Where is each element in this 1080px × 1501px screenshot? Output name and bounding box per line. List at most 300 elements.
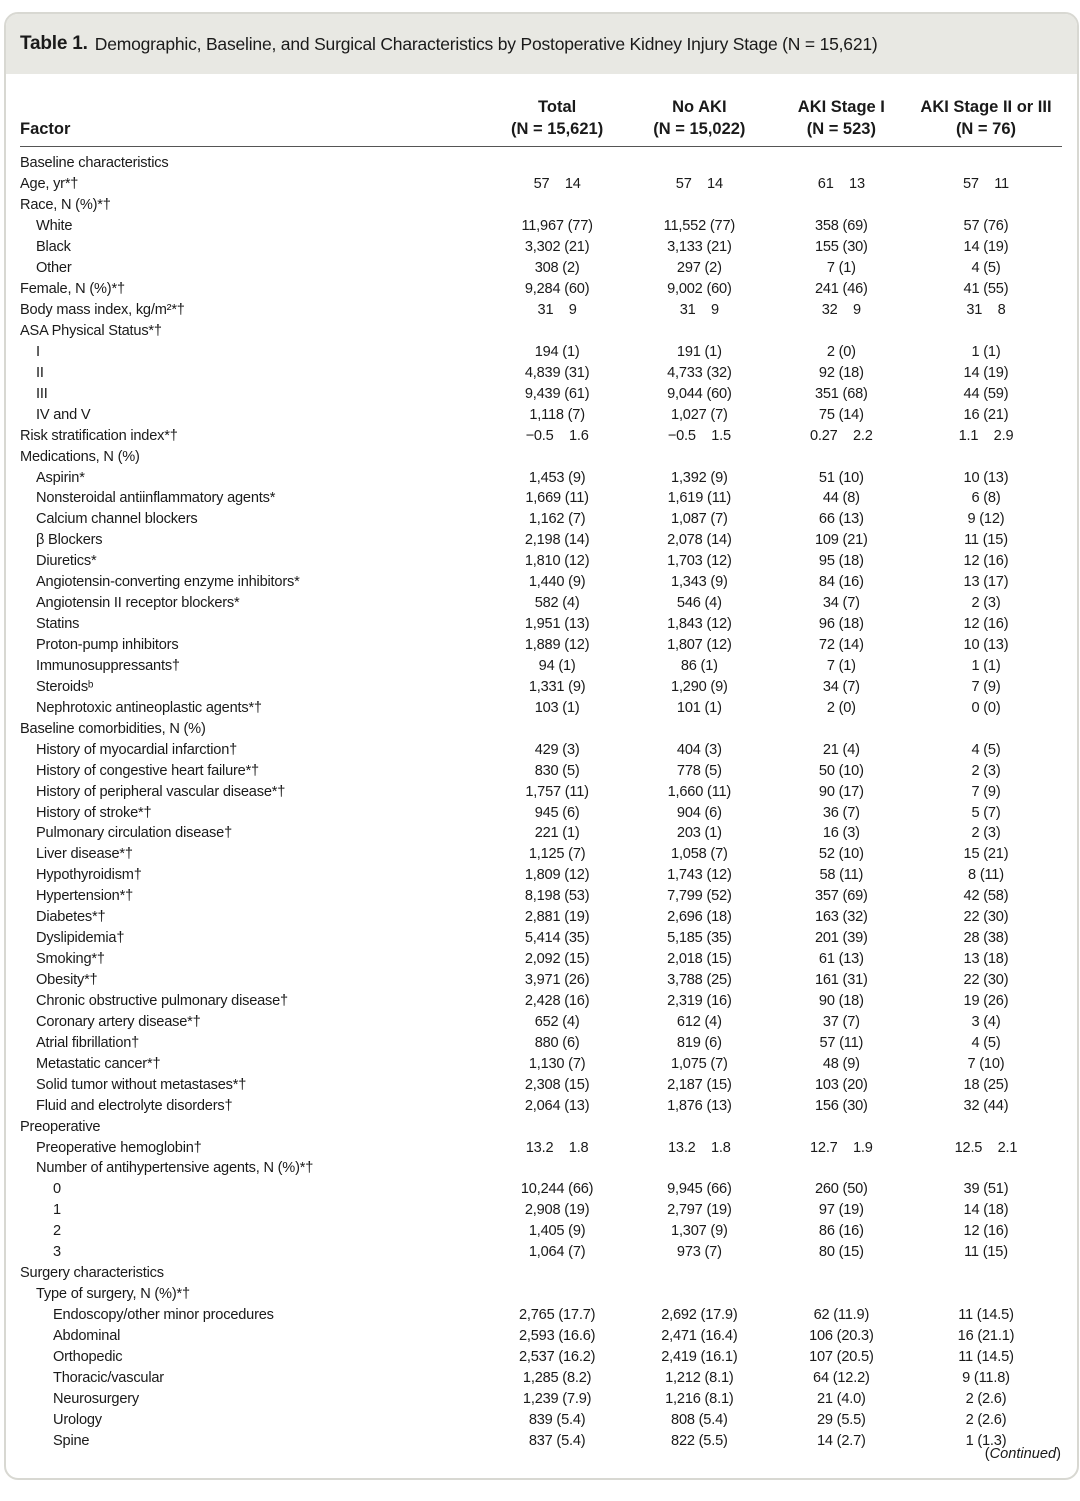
table-row (20, 1367, 1062, 1388)
row-label: Black (36, 239, 71, 256)
cell-aki-stage-1: 64 (12.2) (813, 1369, 870, 1386)
cell-aki-stage-2-3: 1 (1.3) (965, 1432, 1007, 1449)
table-row (20, 593, 1062, 614)
cell-no-aki: 1,743 (12) (667, 867, 732, 884)
cell-aki-stage-2-3: 22 (30) (963, 909, 1009, 926)
cell-total: 13.2 1.8 (525, 1139, 589, 1156)
cell-aki-stage-1: 358 (69) (814, 218, 868, 235)
cell-no-aki: 1,058 (7) (671, 846, 728, 863)
cell-aki-stage-1: 58 (11) (819, 867, 864, 884)
row-label: Proton-pump inhibitors (36, 637, 179, 654)
cell-no-aki (626, 446, 773, 467)
row-label: Other (36, 260, 72, 277)
cell-aki-stage-1: 52 (10) (818, 846, 864, 863)
table-row (20, 1116, 1062, 1137)
cell-aki-stage-2-3: 9 (12) (967, 511, 1005, 528)
cell-total: 308 (2) (534, 260, 580, 277)
table-row (20, 802, 1062, 823)
cell-aki-stage-1 (773, 321, 910, 342)
cell-no-aki: 86 (1) (680, 657, 718, 674)
table-row (20, 425, 1062, 446)
cell-aki-stage-2-3: 1 (1) (971, 343, 1001, 360)
table-row (20, 467, 1062, 488)
row-label: Baseline characteristics (20, 155, 169, 172)
row-label: Angiotensin-converting enzyme inhibitors* (36, 574, 300, 591)
cell-total: 429 (3) (534, 741, 580, 758)
row-label: Chronic obstructive pulmonary disease† (36, 992, 288, 1009)
cell-aki-stage-1: 357 (69) (814, 888, 868, 905)
cell-no-aki: 1,619 (11) (667, 490, 732, 507)
row-label: History of stroke*† (36, 804, 152, 821)
row-label: Diabetes*† (36, 909, 106, 926)
table-row (20, 760, 1062, 781)
cell-total: 103 (1) (534, 699, 580, 716)
cell-no-aki (626, 718, 773, 739)
table-frame (4, 12, 1079, 1480)
cell-no-aki: 9,044 (60) (667, 385, 732, 402)
cell-aki-stage-2-3: 5 (7) (971, 804, 1001, 821)
table-row (20, 1430, 1062, 1451)
cell-no-aki: 1,392 (9) (671, 469, 728, 486)
cell-aki-stage-2-3: 14 (19) (963, 364, 1009, 381)
cell-aki-stage-1: 351 (68) (814, 385, 868, 402)
table-row (20, 656, 1062, 677)
cell-no-aki: 2,419 (16.1) (661, 1348, 738, 1365)
cell-aki-stage-1: 34 (7) (822, 595, 860, 612)
cell-aki-stage-1: 75 (14) (818, 406, 864, 423)
cell-aki-stage-2-3: 16 (21) (963, 406, 1009, 423)
cell-total: 1,130 (7) (528, 1055, 586, 1072)
cell-total: 2,308 (15) (524, 1076, 590, 1093)
table-row (20, 823, 1062, 844)
cell-aki-stage-1: 96 (18) (818, 616, 864, 633)
cell-total: 11,967 (77) (521, 218, 593, 235)
cell-no-aki: 973 (7) (676, 1244, 722, 1261)
table-caption (6, 14, 1077, 74)
cell-aki-stage-2-3 (910, 1284, 1062, 1305)
row-label: Immunosuppressants† (36, 657, 180, 674)
cell-total: 1,440 (9) (528, 574, 586, 591)
row-label: Baseline comorbidities, N (%) (20, 720, 206, 737)
cell-total (488, 195, 626, 216)
row-label: ASA Physical Status*† (20, 322, 162, 339)
cell-aki-stage-2-3: 19 (26) (963, 992, 1009, 1009)
cell-aki-stage-1: 0.27 2.2 (809, 427, 873, 444)
row-label: β Blockers (36, 532, 103, 549)
cell-aki-stage-2-3: 13 (17) (963, 574, 1009, 591)
cell-total (488, 718, 626, 739)
cell-total: 3,302 (21) (524, 239, 590, 256)
cell-total (488, 321, 626, 342)
table-row (20, 509, 1062, 530)
cell-total: 1,239 (7.9) (522, 1390, 592, 1407)
cell-no-aki: 1,212 (8.1) (665, 1369, 734, 1386)
cell-aki-stage-1: 14 (2.7) (816, 1432, 866, 1449)
cell-aki-stage-2-3: 14 (19) (963, 239, 1009, 256)
row-label: Angiotensin II receptor blockers* (36, 595, 240, 612)
cell-no-aki: 2,696 (18) (667, 909, 732, 926)
table-row (20, 341, 1062, 362)
cell-no-aki: 808 (5.4) (671, 1411, 728, 1428)
cell-aki-stage-1: 107 (20.5) (809, 1348, 874, 1365)
cell-no-aki: 819 (6) (676, 1034, 722, 1051)
cell-aki-stage-1: 103 (20) (814, 1076, 868, 1093)
cell-aki-stage-2-3: 6 (8) (971, 490, 1001, 507)
table-row (20, 279, 1062, 300)
row-label: Diuretics* (36, 553, 97, 570)
cell-aki-stage-1 (773, 147, 910, 174)
cell-aki-stage-1 (773, 1263, 910, 1284)
row-label: Race, N (%)*† (20, 197, 111, 214)
cell-aki-stage-2-3: 10 (13) (963, 637, 1009, 654)
cell-aki-stage-1: 32 9 (821, 302, 861, 319)
cell-total: 2,908 (19) (524, 1202, 590, 1219)
table-row (20, 362, 1062, 383)
cell-aki-stage-1: 2 (0) (826, 699, 856, 716)
cell-aki-stage-1 (773, 446, 910, 467)
characteristics-table (20, 86, 1062, 1451)
row-label: Hypertension*† (36, 888, 133, 905)
cell-aki-stage-2-3: 12 (16) (963, 553, 1009, 570)
row-label: Steroidsᵇ (36, 678, 94, 695)
cell-aki-stage-1 (773, 195, 910, 216)
cell-aki-stage-1: 37 (7) (822, 1013, 860, 1030)
cell-aki-stage-2-3: 4 (5) (971, 741, 1001, 758)
cell-aki-stage-2-3: 11 (14.5) (958, 1307, 1014, 1324)
table-row (20, 1200, 1062, 1221)
table-row (20, 718, 1062, 739)
cell-no-aki (626, 195, 773, 216)
cell-aki-stage-2-3: 18 (25) (963, 1076, 1009, 1093)
cell-total: 2,593 (16.6) (518, 1327, 596, 1344)
cell-aki-stage-2-3: 9 (11.8) (962, 1369, 1010, 1386)
cell-aki-stage-1: 34 (7) (822, 678, 860, 695)
cell-total: 3,971 (26) (524, 972, 590, 989)
table-row (20, 258, 1062, 279)
table-row (20, 446, 1062, 467)
cell-total: 2,064 (13) (524, 1097, 590, 1114)
cell-aki-stage-2-3: 31 8 (966, 302, 1006, 319)
cell-aki-stage-1: 66 (13) (818, 511, 864, 528)
cell-aki-stage-2-3: 1.1 2.9 (958, 427, 1014, 444)
header-no-aki: No AKI (N = 15,022) (626, 86, 773, 147)
row-label: Preoperative hemoglobin† (36, 1139, 202, 1156)
cell-no-aki (626, 1284, 773, 1305)
cell-total: 830 (5) (534, 762, 580, 779)
cell-total: 1,162 (7) (528, 511, 586, 528)
cell-aki-stage-2-3: 28 (38) (963, 930, 1009, 947)
table-row (20, 1179, 1062, 1200)
cell-aki-stage-2-3: 2 (3) (971, 762, 1001, 779)
cell-aki-stage-2-3: 16 (21.1) (957, 1327, 1015, 1344)
cell-total: 837 (5.4) (528, 1432, 586, 1449)
cell-aki-stage-2-3: 8 (11) (968, 867, 1004, 884)
cell-no-aki (626, 1158, 773, 1179)
table-row (20, 928, 1062, 949)
cell-aki-stage-2-3: 15 (21) (963, 846, 1009, 863)
cell-no-aki: 1,660 (11) (667, 783, 732, 800)
table-row (20, 1032, 1062, 1053)
table-row (20, 1305, 1062, 1326)
table-row (20, 1284, 1062, 1305)
row-label: Body mass index, kg/m²*† (20, 302, 185, 319)
row-label: Type of surgery, N (%)*† (36, 1286, 190, 1303)
cell-no-aki: 778 (5) (676, 762, 722, 779)
cell-no-aki (626, 1263, 773, 1284)
table-row (20, 1011, 1062, 1032)
cell-total: 1,285 (8.2) (522, 1369, 592, 1386)
cell-no-aki (626, 147, 773, 174)
cell-no-aki: 1,807 (12) (667, 637, 732, 654)
cell-aki-stage-1: 16 (3) (822, 825, 860, 842)
table-row (20, 1095, 1062, 1116)
row-label: Calcium channel blockers (36, 511, 198, 528)
row-label: Coronary artery disease*† (36, 1013, 201, 1030)
row-label: 2 (53, 1223, 61, 1240)
cell-no-aki: 9,002 (60) (667, 281, 732, 298)
cell-total: 1,951 (13) (524, 616, 590, 633)
cell-no-aki: 2,078 (14) (667, 532, 732, 549)
header-aki-stage-2-3: AKI Stage II or III (N = 76) (910, 86, 1062, 147)
cell-aki-stage-1: 201 (39) (814, 930, 868, 947)
row-label: Endoscopy/other minor procedures (53, 1307, 274, 1324)
cell-aki-stage-1: 92 (18) (818, 364, 864, 381)
table-row (20, 1326, 1062, 1347)
cell-aki-stage-2-3: 14 (18) (963, 1202, 1009, 1219)
cell-no-aki: 1,876 (13) (667, 1097, 732, 1114)
table-row (20, 739, 1062, 760)
cell-aki-stage-1: 50 (10) (818, 762, 864, 779)
cell-aki-stage-2-3: 44 (59) (963, 385, 1009, 402)
cell-aki-stage-2-3: 3 (4) (971, 1013, 1001, 1030)
cell-aki-stage-1: 36 (7) (822, 804, 860, 821)
table-row (20, 1409, 1062, 1430)
row-label: Risk stratification index*† (20, 427, 178, 444)
row-label: Liver disease*† (36, 846, 133, 863)
cell-aki-stage-2-3: 0 (0) (971, 699, 1001, 716)
cell-no-aki: 1,307 (9) (671, 1223, 728, 1240)
cell-aki-stage-2-3: 12 (16) (963, 616, 1009, 633)
continued-text: Continued (989, 1446, 1057, 1462)
cell-aki-stage-2-3: 57 (76) (963, 218, 1009, 235)
row-label: I (36, 343, 40, 360)
header-row (20, 86, 1062, 147)
cell-no-aki: 101 (1) (676, 699, 722, 716)
cell-no-aki: 2,692 (17.9) (661, 1307, 738, 1324)
table-row (20, 1221, 1062, 1242)
table-row (20, 404, 1062, 425)
table-row (20, 488, 1062, 509)
row-label: 0 (53, 1181, 61, 1198)
header-total: Total (N = 15,621) (488, 86, 626, 147)
row-label: Pulmonary circulation disease† (36, 825, 232, 842)
row-label: Aspirin* (36, 469, 85, 486)
row-label: White (36, 218, 73, 235)
cell-aki-stage-2-3: 7 (9) (971, 783, 1001, 800)
cell-no-aki: 7,799 (52) (667, 888, 732, 905)
cell-aki-stage-1: 21 (4.0) (816, 1390, 866, 1407)
table-row (20, 865, 1062, 886)
table-row (20, 1242, 1062, 1263)
continued-note: (Continued) (984, 1446, 1061, 1462)
cell-no-aki: −0.5 1.5 (667, 427, 731, 444)
row-label: Spine (53, 1432, 90, 1449)
row-label: Metastatic cancer*† (36, 1055, 161, 1072)
cell-no-aki: 191 (1) (676, 343, 722, 360)
table-row (20, 949, 1062, 970)
cell-no-aki: 404 (3) (676, 741, 722, 758)
row-label: Dyslipidemia† (36, 930, 125, 947)
cell-total: 2,428 (16) (524, 992, 590, 1009)
table-row (20, 844, 1062, 865)
cell-total: 1,405 (9) (528, 1223, 586, 1240)
caption-label: Table 1. (20, 33, 88, 54)
row-label: Preoperative (20, 1118, 101, 1135)
cell-aki-stage-1 (773, 718, 910, 739)
table-row (20, 530, 1062, 551)
cell-aki-stage-1: 44 (8) (822, 490, 860, 507)
cell-no-aki: 297 (2) (676, 260, 722, 277)
cell-no-aki: 1,216 (8.1) (665, 1390, 734, 1407)
cell-total: 1,064 (7) (528, 1244, 586, 1261)
cell-total: 2,537 (16.2) (518, 1348, 596, 1365)
cell-total: 1,757 (11) (525, 783, 589, 800)
cell-total: 1,453 (9) (528, 469, 586, 486)
row-label: Age, yr*† (20, 176, 79, 193)
row-label: History of myocardial infarction† (36, 741, 238, 758)
cell-aki-stage-1: 241 (46) (814, 281, 868, 298)
cell-no-aki: 3,133 (21) (667, 239, 732, 256)
cell-aki-stage-2-3: 7 (10) (967, 1055, 1005, 1072)
row-label: 3 (53, 1244, 61, 1261)
cell-aki-stage-1: 48 (9) (822, 1055, 860, 1072)
cell-aki-stage-1: 95 (18) (818, 553, 864, 570)
table-body (20, 147, 1062, 1452)
cell-total: 1,810 (12) (524, 553, 590, 570)
cell-aki-stage-1: 57 (11) (819, 1034, 864, 1051)
cell-aki-stage-1: 86 (16) (818, 1223, 864, 1240)
row-label: Nephrotoxic antineoplastic agents*† (36, 699, 262, 716)
row-label: Nonsteroidal antiinflammatory agents* (36, 490, 276, 507)
cell-total: 10,244 (66) (520, 1181, 594, 1198)
cell-aki-stage-2-3: 57 11 (962, 176, 1009, 193)
cell-no-aki: 57 14 (675, 176, 723, 193)
table-row (20, 572, 1062, 593)
cell-total: 1,809 (12) (524, 867, 590, 884)
table-row (20, 321, 1062, 342)
cell-aki-stage-1: 90 (18) (818, 992, 864, 1009)
cell-aki-stage-1: 80 (15) (818, 1244, 864, 1261)
cell-aki-stage-2-3: 11 (15) (964, 1244, 1008, 1261)
header-factor: Factor (20, 86, 488, 147)
table-row (20, 907, 1062, 928)
cell-no-aki: 2,319 (16) (667, 992, 732, 1009)
cell-total (488, 1158, 626, 1179)
cell-no-aki: 2,018 (15) (667, 951, 732, 968)
cell-no-aki: 1,087 (7) (671, 511, 728, 528)
cell-total: 31 9 (537, 302, 577, 319)
cell-total: 4,839 (31) (524, 364, 590, 381)
row-label: IV and V (36, 406, 91, 423)
cell-total: 1,889 (12) (524, 637, 590, 654)
cell-aki-stage-2-3: 22 (30) (963, 972, 1009, 989)
cell-aki-stage-2-3: 13 (18) (963, 951, 1009, 968)
cell-no-aki: 822 (5.5) (671, 1432, 728, 1449)
cell-total (488, 446, 626, 467)
row-label: Solid tumor without metastases*† (36, 1076, 247, 1093)
cell-no-aki: 1,343 (9) (671, 574, 728, 591)
table-row (20, 195, 1062, 216)
row-label: Medications, N (%) (20, 448, 140, 465)
table-row (20, 1263, 1062, 1284)
cell-no-aki: 904 (6) (676, 804, 722, 821)
table-row (20, 174, 1062, 195)
cell-no-aki: 612 (4) (676, 1013, 722, 1030)
cell-total: 839 (5.4) (528, 1411, 586, 1428)
cell-aki-stage-2-3 (910, 1158, 1062, 1179)
cell-aki-stage-2-3: 11 (14.5) (958, 1348, 1014, 1365)
cell-aki-stage-2-3: 2 (2.6) (965, 1411, 1007, 1428)
cell-no-aki: 2,797 (19) (667, 1202, 732, 1219)
row-label: 1 (53, 1202, 61, 1219)
table-row (20, 216, 1062, 237)
cell-aki-stage-2-3: 42 (58) (963, 888, 1009, 905)
cell-aki-stage-2-3: 7 (9) (971, 678, 1001, 695)
row-label: History of congestive heart failure*† (36, 762, 259, 779)
cell-no-aki: 4,733 (32) (667, 364, 732, 381)
table-row (20, 781, 1062, 802)
cell-total: 2,881 (19) (524, 909, 590, 926)
cell-total: 1,118 (7) (529, 406, 585, 423)
cell-total: 194 (1) (534, 343, 580, 360)
cell-total: 1,125 (7) (528, 846, 586, 863)
cell-aki-stage-1: 7 (1) (826, 657, 856, 674)
cell-no-aki: 1,290 (9) (671, 678, 728, 695)
table-row (20, 991, 1062, 1012)
cell-aki-stage-2-3 (910, 321, 1062, 342)
cell-total: −0.5 1.6 (525, 427, 589, 444)
cell-total (488, 1263, 626, 1284)
cell-total: 2,765 (17.7) (518, 1307, 596, 1324)
row-label: Surgery characteristics (20, 1265, 164, 1282)
table-row (20, 1346, 1062, 1367)
cell-aki-stage-1: 21 (4) (822, 741, 860, 758)
cell-total: 880 (6) (534, 1034, 580, 1051)
cell-no-aki (626, 321, 773, 342)
row-label: III (36, 385, 48, 402)
cell-total: 57 14 (533, 176, 581, 193)
table-row (20, 1074, 1062, 1095)
table-row (20, 886, 1062, 907)
cell-aki-stage-1 (773, 1116, 910, 1137)
cell-aki-stage-1: 156 (30) (814, 1097, 868, 1114)
table-row (20, 147, 1062, 174)
cell-total: 945 (6) (534, 804, 580, 821)
table-row (20, 697, 1062, 718)
cell-aki-stage-2-3: 11 (15) (964, 532, 1008, 549)
cell-aki-stage-2-3 (910, 1263, 1062, 1284)
cell-no-aki: 2,187 (15) (667, 1076, 732, 1093)
cell-total: 2,198 (14) (524, 532, 590, 549)
row-label: Orthopedic (53, 1348, 123, 1365)
table-row (20, 383, 1062, 404)
cell-aki-stage-1: 51 (10) (818, 469, 864, 486)
cell-aki-stage-1: 84 (16) (818, 574, 864, 591)
cell-no-aki: 13.2 1.8 (667, 1139, 731, 1156)
cell-aki-stage-1: 97 (19) (818, 1202, 864, 1219)
cell-aki-stage-2-3: 41 (55) (963, 281, 1009, 298)
table-row (20, 1053, 1062, 1074)
